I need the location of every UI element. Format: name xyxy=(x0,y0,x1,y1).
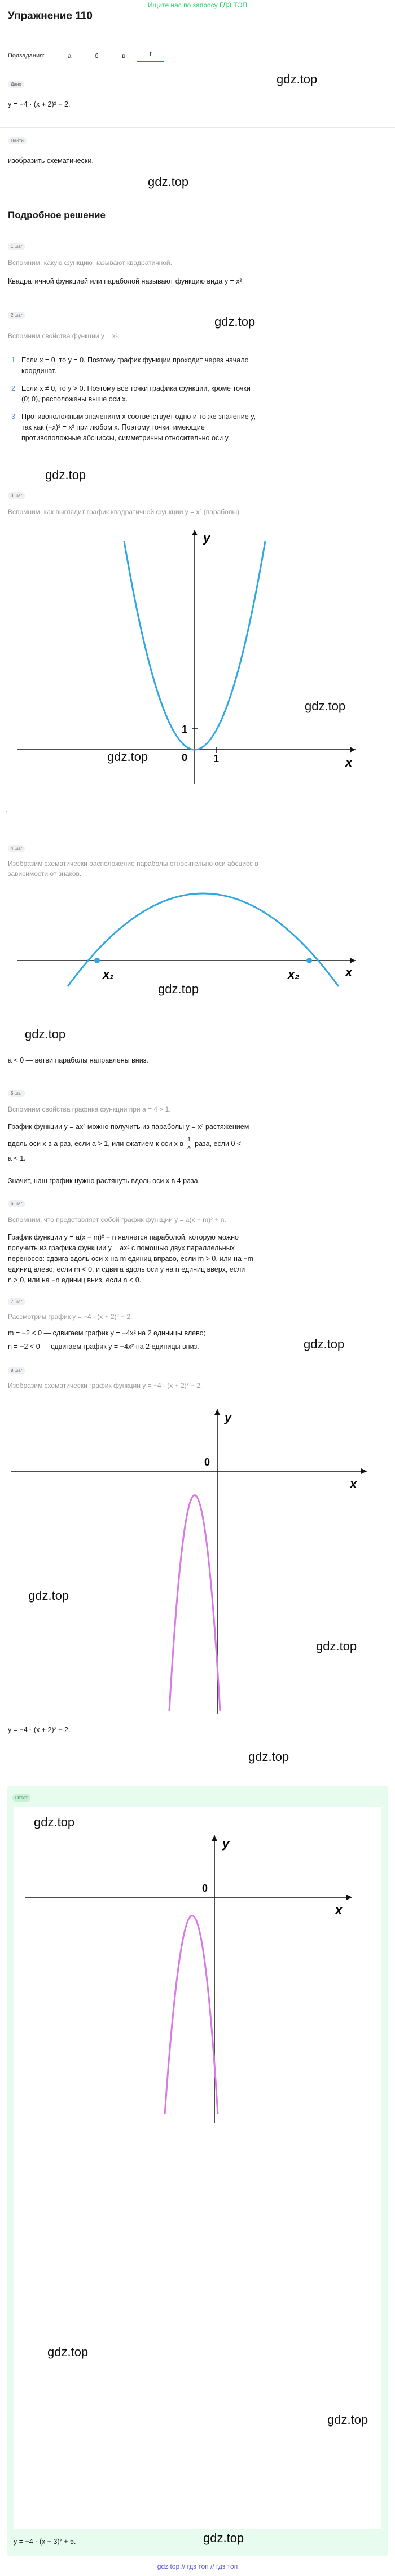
watermark: gdz.top xyxy=(25,1027,66,1041)
step4-tag: 4 шаг xyxy=(8,845,25,852)
watermark: gdz.top xyxy=(45,468,86,482)
step7-line1: m = −2 < 0 — сдвигаем график y = −4x² на 2 единицы влево; xyxy=(8,1329,206,1337)
step7-tag: 7 шаг xyxy=(8,1298,25,1305)
subtask-tabs xyxy=(8,50,164,62)
step5-line3: a < 1. xyxy=(8,1154,26,1162)
watermark: gdz.top xyxy=(34,1815,75,1829)
step4-hint1: Изобразим схематически расположение параболы относительно оси абсцисс в xyxy=(8,860,258,867)
y-axis-label: y xyxy=(222,1836,230,1851)
step2-hint: Вспомним свойства функции y = x². xyxy=(8,332,120,340)
watermark: gdz.top xyxy=(47,2345,89,2359)
list-item: противоположные абсциссы, симметричны относительно оси y. xyxy=(21,434,230,442)
list-item: 2 Если x ≠ 0, то y > 0. Поэтому все точки графика функции, кроме точки xyxy=(11,384,251,392)
watermark: gdz.top xyxy=(28,1588,69,1603)
step6-hint: Вспомним, что представляет собой график функции y = a(x − m)² + n. xyxy=(8,1216,226,1224)
x1-label: x₁ xyxy=(103,967,114,981)
given-tag: Дано xyxy=(8,81,24,88)
step4-text: a < 0 — ветви параболы направлены вниз. xyxy=(8,1056,148,1064)
y-axis-arrow xyxy=(192,530,198,535)
step7-hint: Рассмотрим график y = −4 · (x + 2)² − 2. xyxy=(8,1313,133,1321)
watermark: gdz.top xyxy=(148,175,189,189)
origin-label: 0 xyxy=(202,1883,208,1894)
find-text: изобразить схематически. xyxy=(8,157,94,165)
y-axis-label: y xyxy=(203,531,210,545)
list-item: 3 Противоположным значениям x соответствует одно и то же значение y, xyxy=(11,413,256,421)
watermark: gdz.top xyxy=(158,982,199,996)
list-item: 1 Если x = 0, то y = 0. Поэтому график функции проходит через начало xyxy=(11,356,249,364)
step2-tag: 2 шаг xyxy=(8,312,25,319)
watermark: gdz.top xyxy=(304,1337,345,1351)
watermark: gdz.top xyxy=(327,2413,368,2427)
tab-v[interactable]: в xyxy=(121,52,126,60)
tab-b[interactable]: б xyxy=(94,52,99,60)
divider xyxy=(0,127,395,128)
x-axis-arrow xyxy=(346,1895,352,1900)
list-item: так как (−x)² = x² при любом x. Поэтому точки, имеющие xyxy=(21,423,205,431)
top-search-link[interactable]: Ищите нас по запросу ГДЗ ТОП xyxy=(147,1,248,9)
root-point-x1 xyxy=(94,958,100,963)
given-formula: y = −4 · (x + 2)² − 2. xyxy=(8,100,71,108)
step5-line4: Значит, наш график нужно растянуть вдоль оси x в 4 раза. xyxy=(8,1177,200,1185)
step1-hint: Вспомним, какую функцию называют квадратичной. xyxy=(8,259,172,267)
watermark: gdz.top xyxy=(214,315,256,329)
step8-hint: Изобразим схематически график функции y = −4 · (x + 2)² − 2. xyxy=(8,1382,203,1389)
root-point-x2 xyxy=(306,958,312,963)
y-axis-arrow xyxy=(214,1409,220,1415)
step6-text: График функции y = a(x − m)² + n является параболой, которую можно получить из графика функции y = ax² с помощью двух параллельных переносов: сдвига вдоль оси x на m единиц вправо, если m > 0, или на −m единиц влево, если m < 0, и сдвига вдоль оси y на n единиц вверх, если n > 0, или на −n единиц вниз, если n < 0. xyxy=(8,1233,254,1284)
step1-tag: 1 шаг xyxy=(8,243,25,250)
parabola-curve xyxy=(169,1495,220,1711)
function-graph xyxy=(0,1392,395,1719)
step5-tag: 5 шаг xyxy=(8,1090,25,1097)
subtasks-label: Подзадания: xyxy=(8,52,45,59)
step4-hint2: зависимости от знаков. xyxy=(8,870,82,878)
origin-label: 0 xyxy=(204,1457,210,1468)
x-axis-arrow xyxy=(361,1468,367,1474)
origin-label: 0 xyxy=(182,752,188,763)
list-item: (0; 0), расположены выше оси x. xyxy=(21,395,128,403)
x-axis-label: x xyxy=(335,1903,343,1917)
step3-tag: 3 шаг xyxy=(8,492,25,499)
step6-tag: 6 шаг xyxy=(8,1200,25,1207)
answer-formula: y = −4 · (x − 3)² + 5. xyxy=(14,2538,76,2546)
tab-g[interactable]: г xyxy=(137,50,164,62)
step5-line2: вдоль оси x в a раз, если a > 1, или сжатием к оси x в 1 a раза, если 0 < xyxy=(8,1136,242,1151)
answer-graph xyxy=(14,1807,381,2529)
y-one-label: 1 xyxy=(182,724,188,735)
answer-tag: Ответ xyxy=(12,1794,30,1802)
step1-text: Квадратичной функцией или параболой называют функцию вида y = x². xyxy=(8,277,244,285)
x2-label: x₂ xyxy=(288,967,300,981)
x-one-label: 1 xyxy=(213,753,220,764)
x-axis-label: x xyxy=(350,1477,357,1491)
find-tag: Найти xyxy=(8,137,27,144)
x-axis-label: x xyxy=(345,755,353,769)
parabola-curve xyxy=(165,1916,218,2115)
x-axis-arrow xyxy=(350,958,356,963)
parabola-graph xyxy=(0,519,395,800)
step8-tag: 8 шаг xyxy=(8,1367,25,1374)
watermark: gdz.top xyxy=(107,750,148,764)
y-axis-label: y xyxy=(225,1410,232,1424)
footer-links[interactable]: gdz top // гдз топ // гдз топ xyxy=(157,2562,238,2570)
x-axis-arrow xyxy=(350,747,356,753)
fraction: 1 a xyxy=(187,1136,191,1151)
step3-hint: Вспомним, как выглядит график квадратичной функции y = x² (параболы). xyxy=(8,508,242,516)
tab-a[interactable]: а xyxy=(67,52,72,60)
step7-line2: n = −2 < 0 — сдвигаем график y = −4x² на 2 единицы вниз. xyxy=(8,1343,199,1351)
step5-hint: Вспомним свойства графика функции при a = 4 > 1. xyxy=(8,1105,171,1113)
watermark: gdz.top xyxy=(305,699,346,713)
detailed-heading: Подробное решение xyxy=(8,210,106,220)
step8-result: y = −4 · (x + 2)² − 2. xyxy=(8,1726,71,1734)
watermark: gdz.top xyxy=(248,1750,289,1764)
watermark: gdz.top xyxy=(316,1639,357,1653)
list-item: координат. xyxy=(21,367,56,375)
watermark: gdz.top xyxy=(276,72,318,86)
dot: . xyxy=(6,806,8,814)
x-axis-label: x xyxy=(345,965,353,979)
watermark: gdz.top xyxy=(203,2531,244,2545)
step2-list xyxy=(11,355,384,444)
page-title: Упражнение 110 xyxy=(8,10,93,22)
y-axis-arrow xyxy=(212,1835,217,1841)
step5-line1: График функции y = ax² можно получить из параболы y = x² растяжением xyxy=(8,1123,249,1131)
